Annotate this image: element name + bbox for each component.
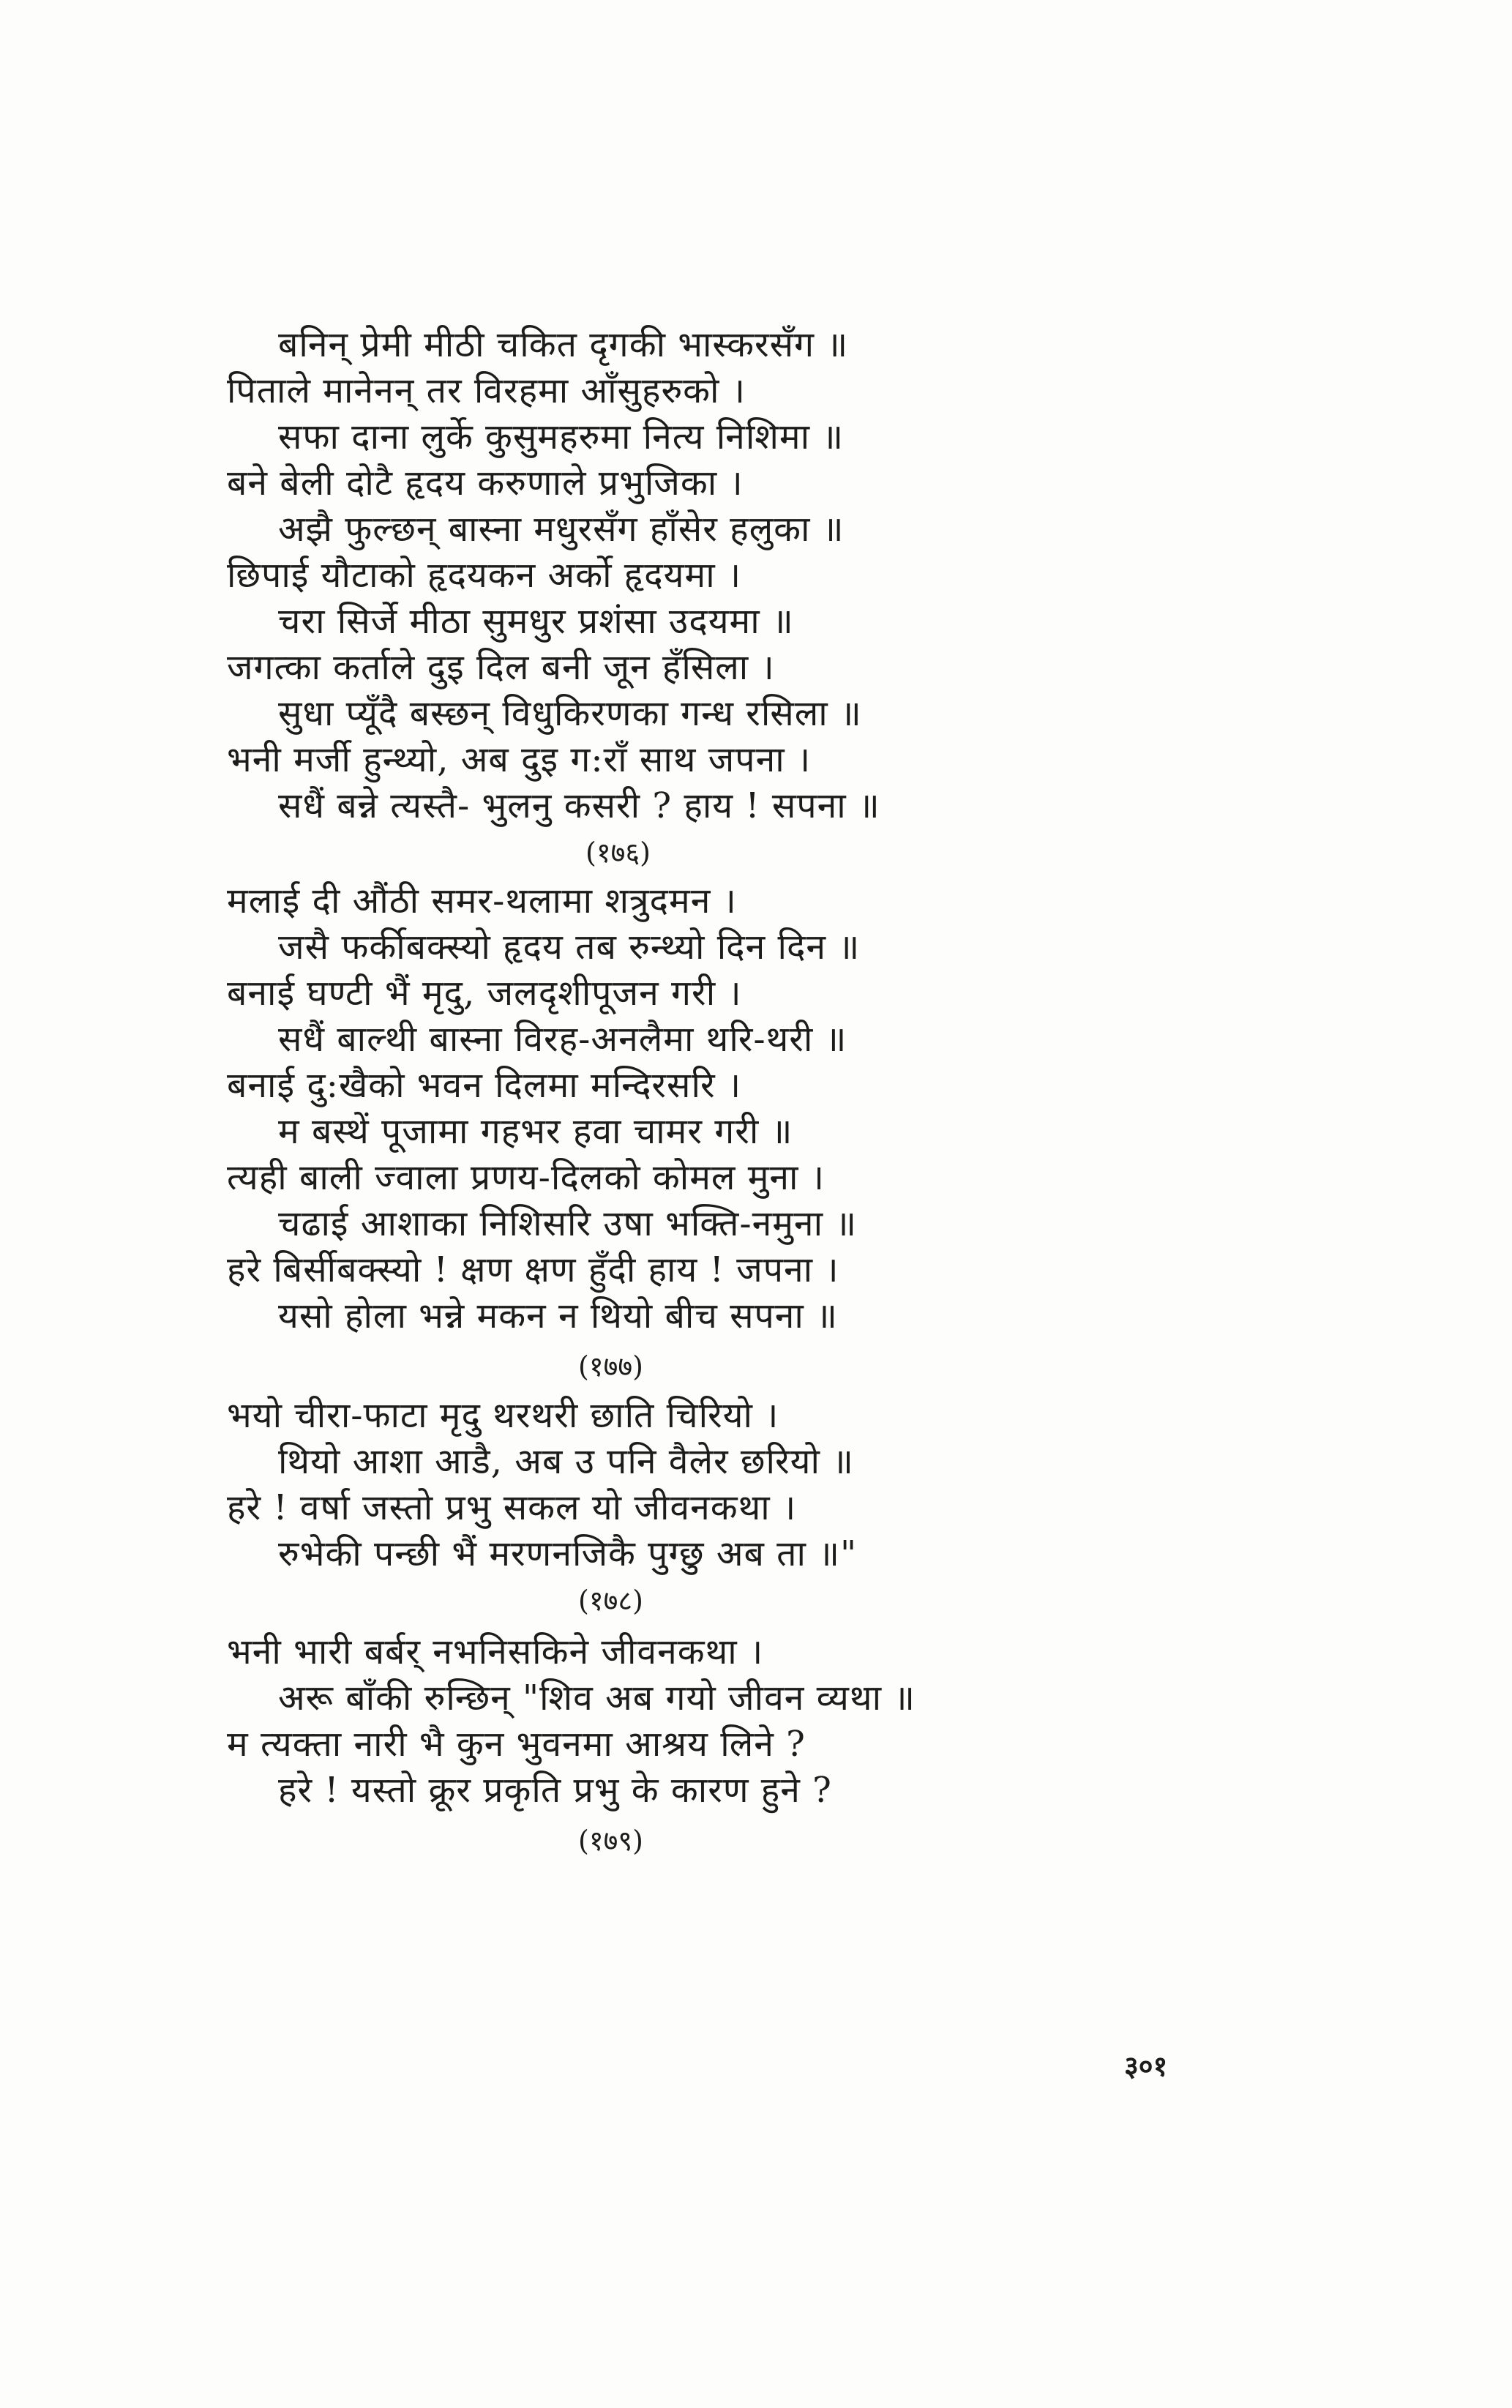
verse-line: जसै फर्कीबक्स्यो हृदय तब रुन्थ्यो दिन दिन ॥ [278,927,861,968]
verse-line: भयो चीरा-फाटा मृदु थरथरी छाति चिरियो । [227,1395,779,1436]
verse-line: हरे ! वर्षा जस्तो प्रभु सकल यो जीवनकथा । [227,1487,797,1528]
verse-line: बनाई दु:खैको भवन दिलमा मन्दिरसरि । [227,1065,742,1106]
verse-line: यसो होला भन्ने मकन न थियो बीच सपना ॥ [278,1295,838,1336]
verse-line: चढाई आशाका निशिसरि उषा भक्ति-नमुना ॥ [278,1203,858,1244]
verse-line: मलाई दी औंठी समर-थलामा शत्रुदमन । [227,880,737,921]
verse-line: थियो आशा आडै, अब उ पनि वैलेर छरियो ॥ [278,1441,854,1482]
verse-line: पिताले मानेनन् तर विरहमा आँसुहरुको । [227,370,746,411]
verse-line: छिपाई यौटाको हृदयकन अर्को हृदयमा । [227,555,742,596]
verse-line: जगत्का कर्ताले दुइ दिल बनी जून हँसिला । [227,647,775,688]
verse-line: सुधा प्यूँदै बस्छन् विधुकिरणका गन्ध रसिला ॥ [278,693,862,734]
page-number: ३०१ [1124,2049,1168,2082]
verse-line: म बस्थें पूजामा गहभर हवा चामर गरी ॥ [278,1111,793,1152]
verse-line: अझै फुल्छन् बास्ना मधुरसँग हाँसेर हलुका ॥ [278,509,845,550]
verse-line: सफा दाना लुर्के कुसुमहरुमा नित्य निशिमा ॥ [278,416,845,457]
verse-line: बने बेली दोटै हृदय करुणाले प्रभुजिका । [227,463,744,504]
verse-line: बनाई घण्टी भैं मृदु, जलदृशीपूजन गरी । [227,973,742,1014]
verse-line: सधैं बाल्थी बास्ना विरह-अनलैमा थरि-थरी ॥ [278,1019,847,1060]
verse-line: सधैं बन्ने त्यस्तै- भुलनु कसरी ? हाय ! सपना ॥ [278,785,880,826]
stanza-number: (१७७) [578,1350,643,1383]
verse-line: बनिन् प्रेमी मीठी चकित दृगकी भास्करसँग ॥ [278,324,849,365]
verse-line: भनी भारी बर्बर् नभनिसकिने जीवनकथा । [227,1631,764,1672]
stanza-number: (१७८) [578,1585,643,1617]
verse-line: त्यही बाली ज्वाला प्रणय-दिलको कोमल मुना । [227,1157,825,1198]
verse-line: रुभेकी पन्छी भैं मरणनजिकै पुग्छु अब ता ॥" [278,1533,858,1574]
verse-line: हरे बिर्सीबक्स्यो ! क्षण क्षण हुँदी हाय ! जपना । [227,1249,839,1290]
stanza-number: (१७९) [578,1825,643,1857]
verse-line: चरा सिर्जे मीठा सुमधुर प्रशंसा उदयमा ॥ [278,601,794,642]
verse-line: अरू बाँकी रुन्छिन् "शिव अब गयो जीवन व्यथा ॥ [278,1678,916,1719]
verse-line: भनी मर्जी हुन्थ्यो, अब दुइ ग:राँ साथ जपना । [227,739,812,780]
stanza-number: (१७६) [585,837,651,869]
verse-line: म त्यक्ता नारी भै कुन भुवनमा आश्रय लिने ? [227,1724,806,1765]
verse-line: हरे ! यस्तो क्रूर प्रकृति प्रभु के कारण हुने ? [278,1770,832,1811]
